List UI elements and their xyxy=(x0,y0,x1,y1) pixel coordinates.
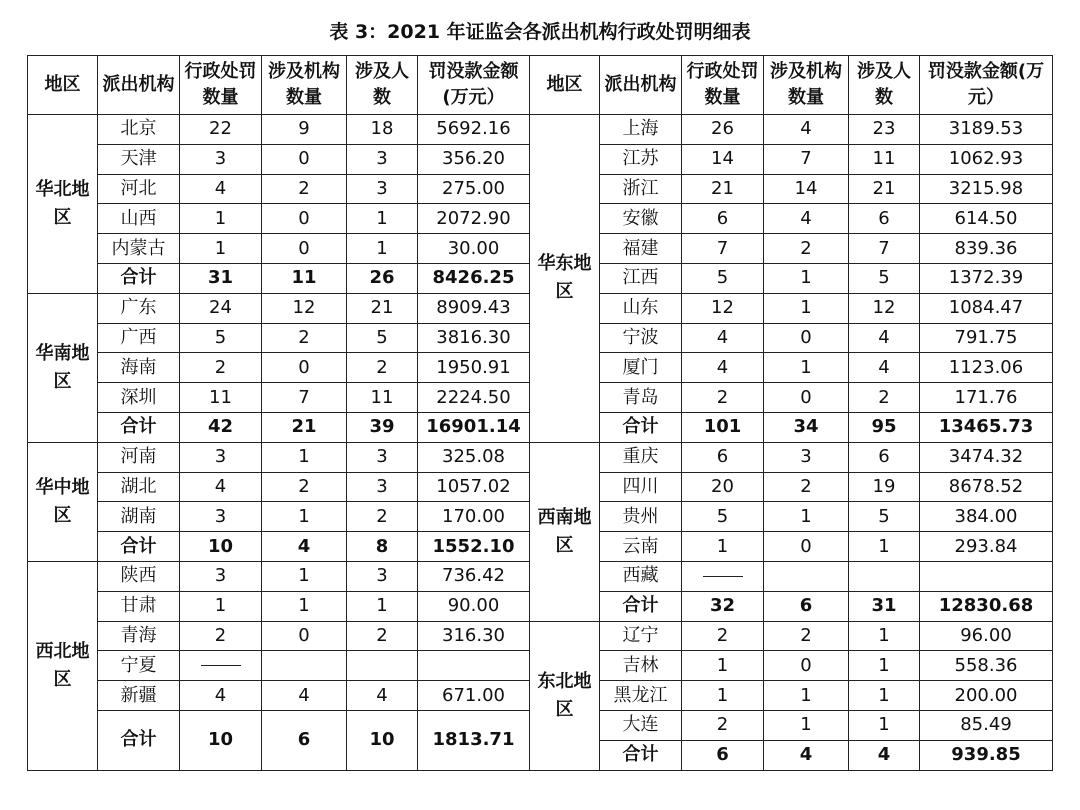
cell-orgs: 1 xyxy=(262,442,347,472)
cell-persons xyxy=(849,561,920,591)
cell-amount: 2072.90 xyxy=(418,204,530,234)
cell-amount: 12830.68 xyxy=(920,591,1053,621)
cell-amount: 275.00 xyxy=(418,174,530,204)
cell-amount: 3189.53 xyxy=(920,115,1053,145)
cell-orgs: 0 xyxy=(262,621,347,651)
cell-amount: 13465.73 xyxy=(920,412,1053,442)
region-xibei: 西北地区 xyxy=(28,561,98,770)
cell-persons: 31 xyxy=(849,591,920,621)
cell-amount: 316.30 xyxy=(418,621,530,651)
cell-amount: 558.36 xyxy=(920,651,1053,681)
cell-agency: 青岛 xyxy=(600,383,682,413)
cell-agency: 湖南 xyxy=(98,502,180,532)
header-orgs: 涉及机构数量 xyxy=(262,56,347,115)
cell-total-label: 合计 xyxy=(98,532,180,562)
cell-orgs: 2 xyxy=(262,174,347,204)
cell-amount: 85.49 xyxy=(920,710,1053,740)
header-row xyxy=(28,56,1053,115)
cell-orgs: 1 xyxy=(764,263,849,293)
cell-cases: 4 xyxy=(180,472,262,502)
cell-agency: 甘肃 xyxy=(98,591,180,621)
cell-persons: 1 xyxy=(347,591,418,621)
cell-amount: 614.50 xyxy=(920,204,1053,234)
cell-persons: 2 xyxy=(347,621,418,651)
cell-cases: 11 xyxy=(180,383,262,413)
cell-amount: 3474.32 xyxy=(920,442,1053,472)
cell-total-label: 合计 xyxy=(600,591,682,621)
cell-orgs: 2 xyxy=(262,472,347,502)
cell-orgs: 11 xyxy=(262,263,347,293)
cell-amount: 736.42 xyxy=(418,561,530,591)
cell-agency: 大连 xyxy=(600,710,682,740)
header-region: 地区 xyxy=(28,56,98,115)
cell-orgs: 1 xyxy=(764,710,849,740)
cell-cases: 3 xyxy=(180,442,262,472)
cell-cases: 5 xyxy=(180,323,262,353)
cell-amount: 8678.52 xyxy=(920,472,1053,502)
cell-no-data-dash xyxy=(180,651,262,681)
cell-orgs: 1 xyxy=(262,591,347,621)
cell-amount: 356.20 xyxy=(418,144,530,174)
cell-agency: 福建 xyxy=(600,234,682,264)
cell-orgs: 3 xyxy=(764,442,849,472)
cell-persons: 3 xyxy=(347,144,418,174)
cell-agency: 四川 xyxy=(600,472,682,502)
cell-amount: 96.00 xyxy=(920,621,1053,651)
cell-amount: 171.76 xyxy=(920,383,1053,413)
cell-orgs: 0 xyxy=(262,204,347,234)
cell-persons: 4 xyxy=(347,681,418,711)
cell-agency: 黑龙江 xyxy=(600,681,682,711)
cell-agency: 江西 xyxy=(600,263,682,293)
cell-persons: 4 xyxy=(849,353,920,383)
cell-cases: 2 xyxy=(682,710,764,740)
cell-orgs: 0 xyxy=(262,234,347,264)
cell-persons: 21 xyxy=(347,293,418,323)
cell-cases: 7 xyxy=(682,234,764,264)
cell-amount: 8909.43 xyxy=(418,293,530,323)
region-huanan: 华南地区 xyxy=(28,293,98,442)
cell-amount: 1057.02 xyxy=(418,472,530,502)
header-agency-right: 派出机构 xyxy=(600,56,682,115)
cell-orgs: 0 xyxy=(764,532,849,562)
cell-persons: 2 xyxy=(347,502,418,532)
cell-cases: 1 xyxy=(682,681,764,711)
cell-persons: 1 xyxy=(347,204,418,234)
cell-cases: 14 xyxy=(682,144,764,174)
cell-persons: 7 xyxy=(849,234,920,264)
cell-agency: 浙江 xyxy=(600,174,682,204)
header-amount: 罚没款金额(万元） xyxy=(418,56,530,115)
cell-agency: 陕西 xyxy=(98,561,180,591)
cell-orgs: 4 xyxy=(262,681,347,711)
dash-line xyxy=(703,576,743,577)
cell-cases: 4 xyxy=(180,174,262,204)
cell-orgs: 2 xyxy=(764,472,849,502)
cell-persons: 8 xyxy=(347,532,418,562)
cell-amount: 16901.14 xyxy=(418,412,530,442)
cell-cases: 3 xyxy=(180,502,262,532)
cell-cases: 1 xyxy=(180,234,262,264)
table-row xyxy=(28,115,1053,145)
header-amount-right: 罚没款金额(万元） xyxy=(920,56,1053,115)
cell-orgs: 0 xyxy=(764,383,849,413)
cell-orgs: 1 xyxy=(262,502,347,532)
cell-cases: 6 xyxy=(682,740,764,770)
table-row xyxy=(28,442,1053,472)
cell-cases: 4 xyxy=(180,681,262,711)
cell-persons: 11 xyxy=(347,383,418,413)
cell-cases: 6 xyxy=(682,442,764,472)
cell-cases: 5 xyxy=(682,263,764,293)
cell-cases: 21 xyxy=(682,174,764,204)
header-cases-right: 行政处罚数量 xyxy=(682,56,764,115)
cell-agency: 新疆 xyxy=(98,681,180,711)
cell-persons: 4 xyxy=(849,323,920,353)
cell-persons: 11 xyxy=(849,144,920,174)
cell-persons: 21 xyxy=(849,174,920,204)
cell-orgs: 4 xyxy=(764,115,849,145)
cell-cases: 6 xyxy=(682,204,764,234)
cell-persons: 3 xyxy=(347,561,418,591)
cell-persons: 1 xyxy=(849,532,920,562)
cell-agency: 辽宁 xyxy=(600,621,682,651)
cell-amount: 3816.30 xyxy=(418,323,530,353)
cell-orgs: 0 xyxy=(764,323,849,353)
cell-persons: 1 xyxy=(849,651,920,681)
cell-agency: 吉林 xyxy=(600,651,682,681)
cell-orgs: 0 xyxy=(262,353,347,383)
cell-cases: 10 xyxy=(180,532,262,562)
cell-orgs: 34 xyxy=(764,412,849,442)
cell-orgs: 7 xyxy=(764,144,849,174)
cell-orgs: 1 xyxy=(764,502,849,532)
cell-agency: 安徽 xyxy=(600,204,682,234)
cell-amount: 170.00 xyxy=(418,502,530,532)
cell-orgs: 0 xyxy=(764,651,849,681)
cell-orgs: 4 xyxy=(262,532,347,562)
cell-persons: 4 xyxy=(849,740,920,770)
cell-persons: 5 xyxy=(849,263,920,293)
cell-persons: 12 xyxy=(849,293,920,323)
cell-cases: 1 xyxy=(180,204,262,234)
cell-orgs xyxy=(262,651,347,681)
region-huadong: 华东地区 xyxy=(530,115,600,443)
cell-agency: 贵州 xyxy=(600,502,682,532)
cell-total-label: 合计 xyxy=(600,740,682,770)
cell-persons xyxy=(347,651,418,681)
cell-amount: 1372.39 xyxy=(920,263,1053,293)
cell-agency: 云南 xyxy=(600,532,682,562)
cell-amount: 384.00 xyxy=(920,502,1053,532)
cell-amount xyxy=(418,651,530,681)
cell-persons: 6 xyxy=(849,204,920,234)
cell-cases: 32 xyxy=(682,591,764,621)
cell-persons: 1 xyxy=(849,710,920,740)
header-persons: 涉及人数 xyxy=(347,56,418,115)
cell-persons: 5 xyxy=(347,323,418,353)
cell-amount: 5692.16 xyxy=(418,115,530,145)
cell-cases: 101 xyxy=(682,412,764,442)
cell-persons: 39 xyxy=(347,412,418,442)
cell-amount: 1123.06 xyxy=(920,353,1053,383)
cell-cases: 31 xyxy=(180,263,262,293)
cell-agency: 北京 xyxy=(98,115,180,145)
cell-amount: 1813.71 xyxy=(418,710,530,770)
cell-persons: 2 xyxy=(347,353,418,383)
cell-amount: 3215.98 xyxy=(920,174,1053,204)
cell-orgs: 6 xyxy=(764,591,849,621)
cell-persons: 95 xyxy=(849,412,920,442)
cell-amount: 939.85 xyxy=(920,740,1053,770)
cell-agency: 厦门 xyxy=(600,353,682,383)
cell-cases: 2 xyxy=(180,621,262,651)
cell-total-label: 合计 xyxy=(98,710,180,770)
cell-orgs: 4 xyxy=(764,204,849,234)
cell-amount xyxy=(920,561,1053,591)
cell-orgs: 1 xyxy=(764,681,849,711)
cell-cases: 2 xyxy=(682,621,764,651)
cell-orgs: 6 xyxy=(262,710,347,770)
region-dongbei: 东北地区 xyxy=(530,621,600,770)
cell-orgs: 2 xyxy=(262,323,347,353)
cell-persons: 1 xyxy=(347,234,418,264)
cell-total-label: 合计 xyxy=(98,263,180,293)
cell-cases: 1 xyxy=(682,651,764,681)
cell-persons: 19 xyxy=(849,472,920,502)
cell-orgs: 9 xyxy=(262,115,347,145)
cell-amount: 2224.50 xyxy=(418,383,530,413)
cell-agency: 河南 xyxy=(98,442,180,472)
cell-agency: 山西 xyxy=(98,204,180,234)
cell-persons: 1 xyxy=(849,681,920,711)
cell-orgs: 14 xyxy=(764,174,849,204)
table-caption: 表 3：2021 年证监会各派出机构行政处罚明细表 xyxy=(329,21,751,43)
penalty-table xyxy=(27,55,1053,771)
cell-cases: 3 xyxy=(180,561,262,591)
header-region-right: 地区 xyxy=(530,56,600,115)
cell-cases: 42 xyxy=(180,412,262,442)
region-huabei: 华北地区 xyxy=(28,115,98,294)
header-persons-right: 涉及人数 xyxy=(849,56,920,115)
cell-persons: 18 xyxy=(347,115,418,145)
cell-orgs: 4 xyxy=(764,740,849,770)
cell-amount: 1062.93 xyxy=(920,144,1053,174)
cell-orgs: 21 xyxy=(262,412,347,442)
cell-persons: 10 xyxy=(347,710,418,770)
cell-persons: 2 xyxy=(849,383,920,413)
cell-no-data-dash xyxy=(682,561,764,591)
cell-cases: 2 xyxy=(180,353,262,383)
cell-persons: 3 xyxy=(347,472,418,502)
cell-orgs xyxy=(764,561,849,591)
cell-agency: 重庆 xyxy=(600,442,682,472)
cell-amount: 30.00 xyxy=(418,234,530,264)
cell-agency: 河北 xyxy=(98,174,180,204)
cell-cases: 12 xyxy=(682,293,764,323)
cell-agency: 宁夏 xyxy=(98,651,180,681)
dash-line xyxy=(201,665,241,666)
region-xinan: 西南地区 xyxy=(530,442,600,621)
cell-amount: 90.00 xyxy=(418,591,530,621)
cell-persons: 26 xyxy=(347,263,418,293)
cell-orgs: 1 xyxy=(764,353,849,383)
cell-amount: 293.84 xyxy=(920,532,1053,562)
cell-agency: 上海 xyxy=(600,115,682,145)
cell-total-label: 合计 xyxy=(98,412,180,442)
header-agency: 派出机构 xyxy=(98,56,180,115)
cell-persons: 3 xyxy=(347,174,418,204)
cell-cases: 2 xyxy=(682,383,764,413)
header-cases: 行政处罚数量 xyxy=(180,56,262,115)
cell-orgs: 12 xyxy=(262,293,347,323)
region-huazhong: 华中地区 xyxy=(28,442,98,561)
cell-agency: 广东 xyxy=(98,293,180,323)
cell-cases: 4 xyxy=(682,323,764,353)
cell-orgs: 2 xyxy=(764,621,849,651)
cell-amount: 791.75 xyxy=(920,323,1053,353)
cell-cases: 3 xyxy=(180,144,262,174)
cell-cases: 26 xyxy=(682,115,764,145)
cell-orgs: 0 xyxy=(262,144,347,174)
cell-agency: 西藏 xyxy=(600,561,682,591)
cell-agency: 宁波 xyxy=(600,323,682,353)
cell-persons: 3 xyxy=(347,442,418,472)
cell-persons: 5 xyxy=(849,502,920,532)
cell-persons: 23 xyxy=(849,115,920,145)
cell-amount: 1552.10 xyxy=(418,532,530,562)
cell-orgs: 1 xyxy=(262,561,347,591)
cell-persons: 1 xyxy=(849,621,920,651)
cell-amount: 1950.91 xyxy=(418,353,530,383)
cell-agency: 海南 xyxy=(98,353,180,383)
cell-cases: 4 xyxy=(682,353,764,383)
cell-cases: 1 xyxy=(180,591,262,621)
cell-cases: 24 xyxy=(180,293,262,323)
cell-orgs: 7 xyxy=(262,383,347,413)
cell-orgs: 1 xyxy=(764,293,849,323)
cell-cases: 10 xyxy=(180,710,262,770)
header-orgs-right: 涉及机构数量 xyxy=(764,56,849,115)
cell-amount: 200.00 xyxy=(920,681,1053,711)
cell-agency: 深圳 xyxy=(98,383,180,413)
cell-agency: 内蒙古 xyxy=(98,234,180,264)
table-row xyxy=(28,621,1053,651)
cell-amount: 8426.25 xyxy=(418,263,530,293)
cell-cases: 20 xyxy=(682,472,764,502)
cell-persons: 6 xyxy=(849,442,920,472)
cell-cases: 22 xyxy=(180,115,262,145)
cell-cases: 5 xyxy=(682,502,764,532)
cell-cases: 1 xyxy=(682,532,764,562)
cell-orgs: 2 xyxy=(764,234,849,264)
cell-agency: 天津 xyxy=(98,144,180,174)
cell-agency: 山东 xyxy=(600,293,682,323)
cell-amount: 325.08 xyxy=(418,442,530,472)
cell-agency: 湖北 xyxy=(98,472,180,502)
cell-agency: 青海 xyxy=(98,621,180,651)
cell-amount: 839.36 xyxy=(920,234,1053,264)
cell-amount: 1084.47 xyxy=(920,293,1053,323)
cell-agency: 广西 xyxy=(98,323,180,353)
cell-amount: 671.00 xyxy=(418,681,530,711)
cell-total-label: 合计 xyxy=(600,412,682,442)
cell-agency: 江苏 xyxy=(600,144,682,174)
